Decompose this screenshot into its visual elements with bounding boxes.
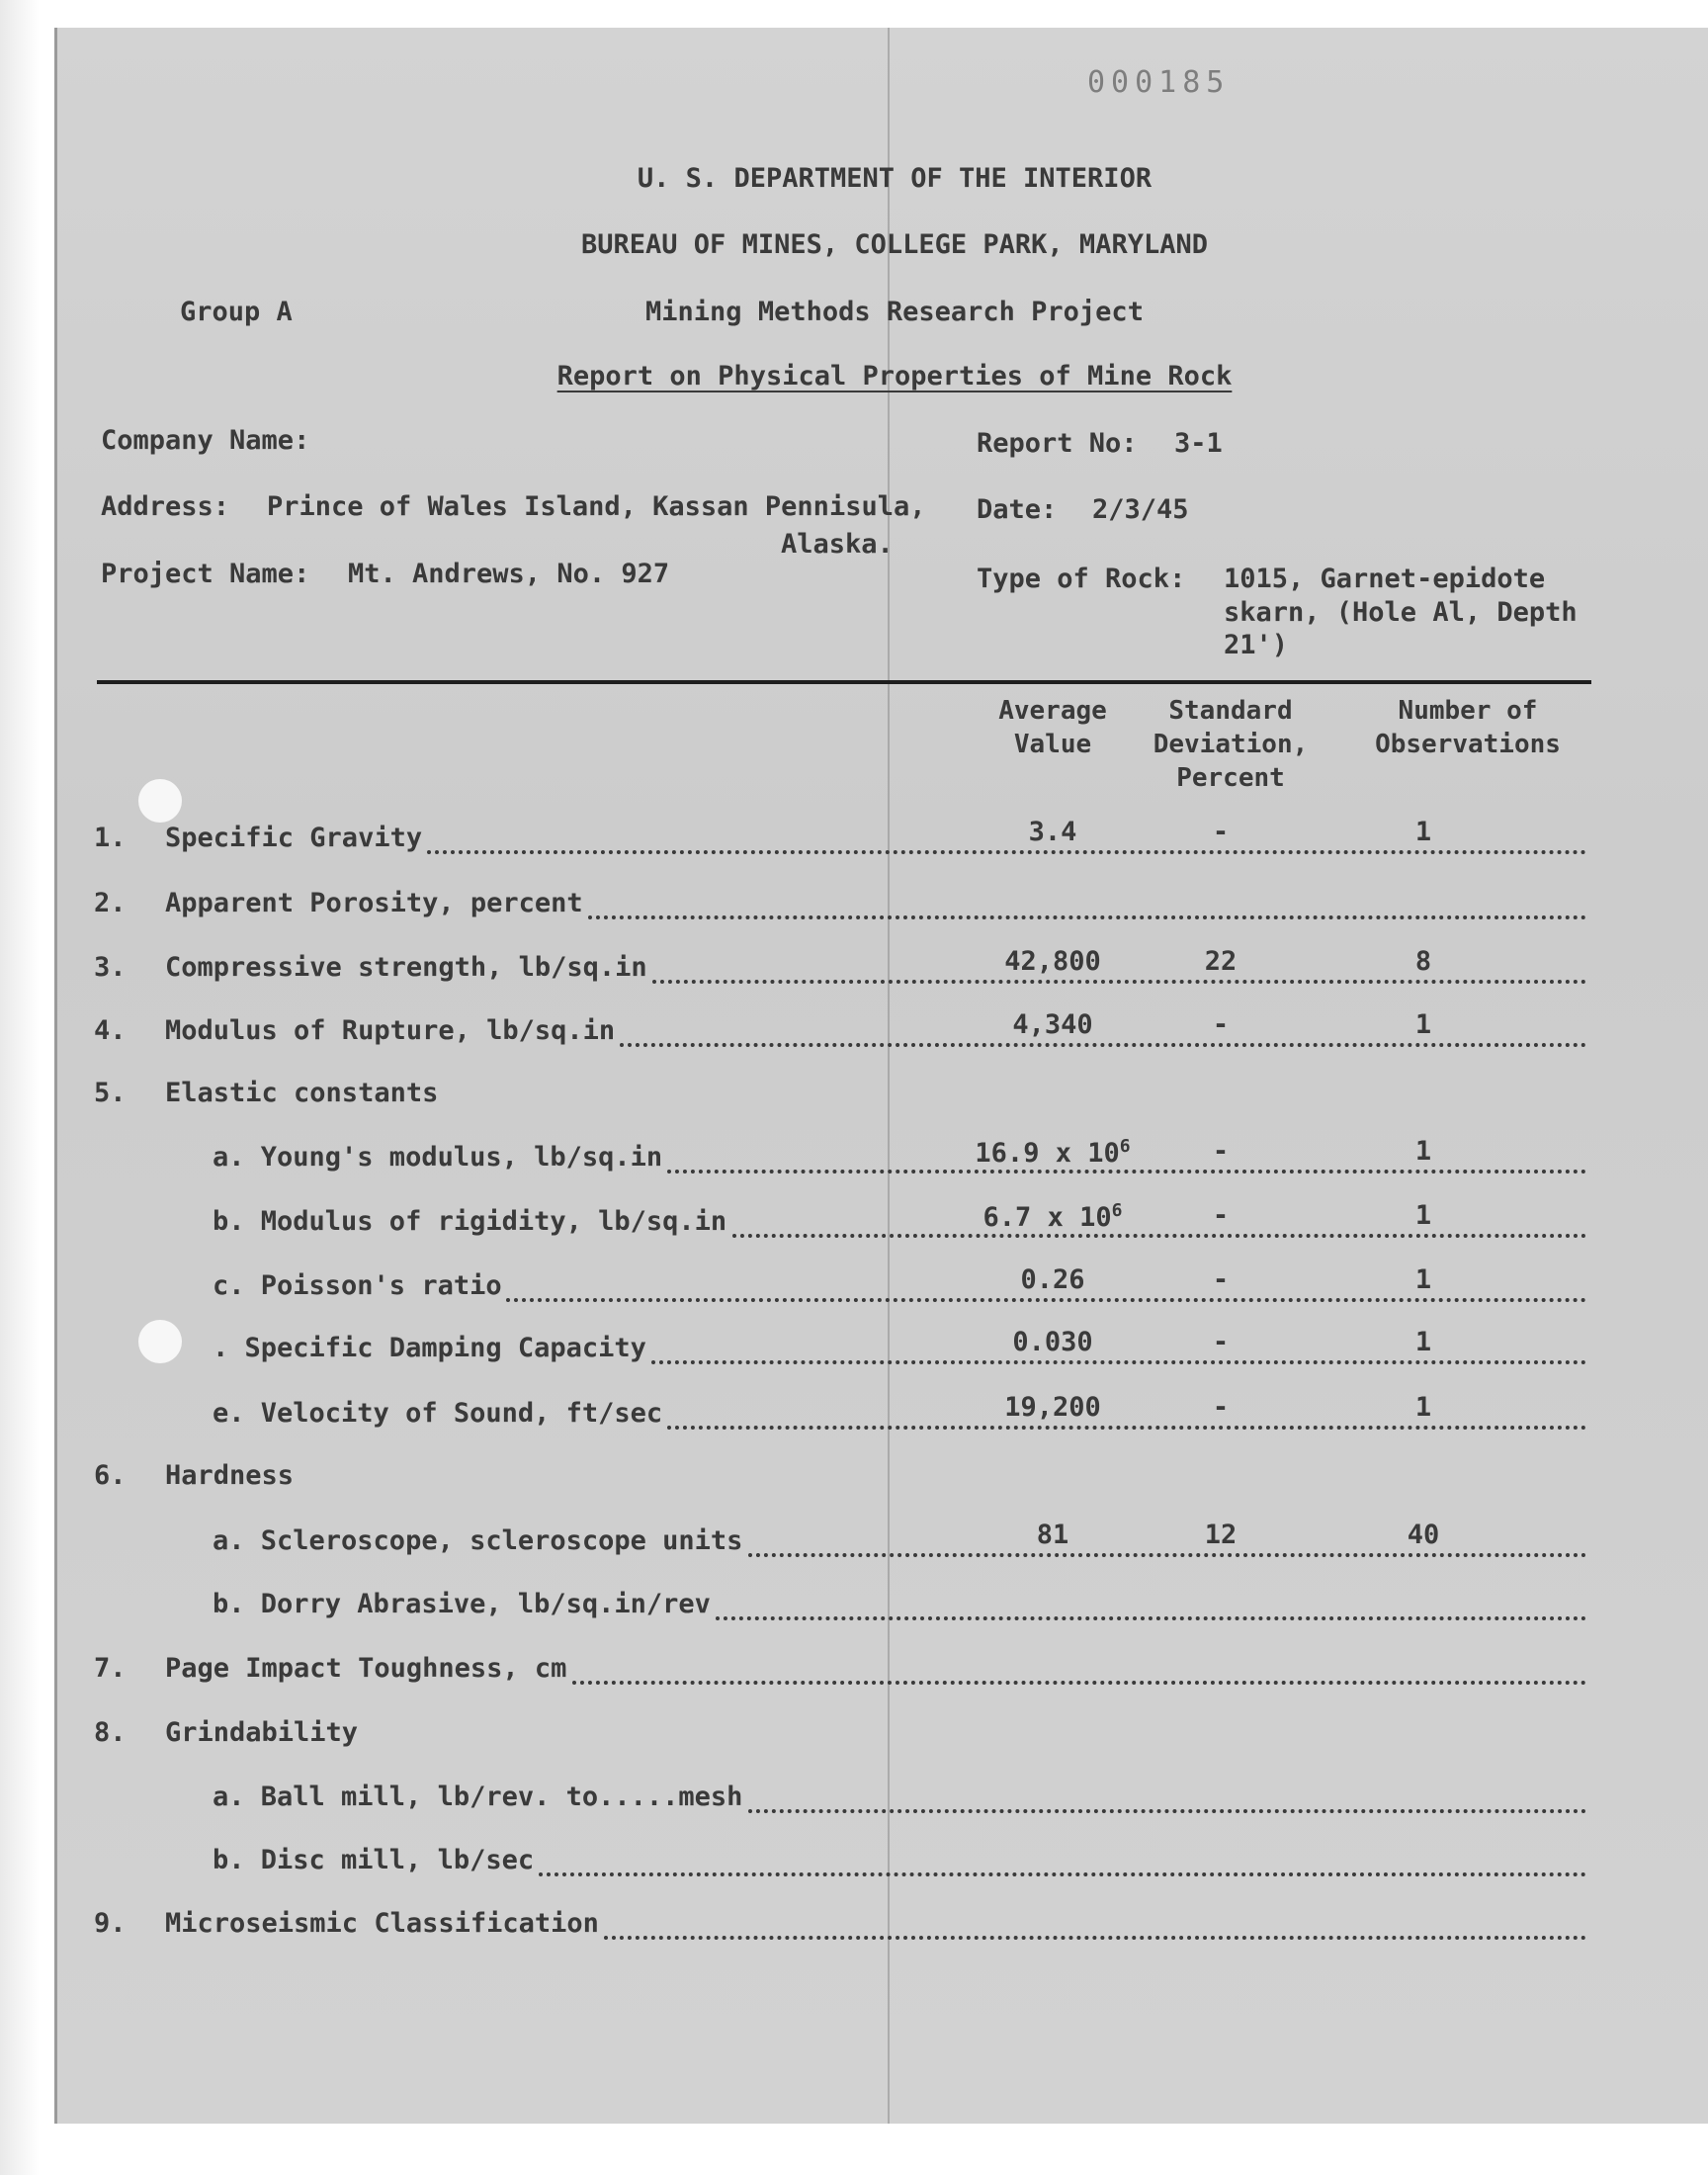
exponent: 6	[1111, 1200, 1123, 1221]
row-label: Grindability	[165, 1717, 359, 1748]
rock-type-line1: 1015, Garnet-epidote	[1224, 564, 1546, 594]
standard-deviation-value: -	[1212, 817, 1230, 847]
dot-leader	[539, 1853, 1586, 1876]
standard-deviation-value: -	[1212, 1392, 1230, 1423]
col-number-observations: Number of Observations	[1375, 696, 1561, 759]
row-label: . Specific Damping Capacity	[213, 1333, 646, 1363]
observations-value: 1	[1414, 1200, 1432, 1231]
observations-value: 1	[1414, 1136, 1432, 1167]
punch-hole-top	[138, 779, 182, 823]
row-label: c. Poisson's ratio	[213, 1270, 502, 1301]
standard-deviation-value: -	[1212, 1136, 1230, 1167]
average-value-text: 3.4	[1028, 817, 1077, 847]
table-row	[94, 1845, 1586, 1884]
row-number: 2.	[94, 888, 127, 918]
group-label: Group A	[180, 297, 293, 327]
average-value-text: 16.9 x 10	[975, 1138, 1120, 1169]
col-standard-deviation: Standard Deviation, Percent	[1153, 696, 1309, 793]
average-value	[974, 817, 1132, 847]
standard-deviation-value: 22	[1204, 946, 1238, 977]
average-value	[974, 1392, 1132, 1423]
table-row	[94, 817, 1586, 862]
average-value-text: 0.26	[1020, 1264, 1085, 1295]
row-number: 6.	[94, 1460, 127, 1491]
rock-type-line2: skarn, (Hole Al, Depth	[1224, 597, 1578, 628]
observations-value: 8	[1414, 946, 1432, 977]
row-label: e. Velocity of Sound, ft/sec	[213, 1398, 663, 1429]
row-label: Apparent Porosity, percent	[165, 888, 583, 918]
row-number: 9.	[94, 1908, 127, 1939]
observations-value: 1	[1414, 1264, 1432, 1295]
average-value	[974, 1327, 1132, 1357]
average-value	[974, 1264, 1132, 1295]
rock-type-label: Type of Rock:	[977, 564, 1186, 594]
row-number: 5.	[94, 1078, 127, 1108]
row-number: 1.	[94, 823, 127, 853]
col-average-value: Average Value	[998, 696, 1107, 759]
table-row	[94, 1078, 1586, 1117]
report-no-value: 3-1	[1174, 428, 1223, 459]
company-label: Company Name:	[101, 425, 310, 456]
dot-leader	[604, 1916, 1586, 1940]
project-heading: Mining Methods Research Project	[645, 297, 1144, 327]
table-row	[94, 946, 1586, 992]
bureau-heading: BUREAU OF MINES, COLLEGE PARK, MARYLAND	[581, 229, 1208, 260]
average-value-text: 81	[1036, 1520, 1069, 1550]
dot-leader	[748, 1789, 1586, 1813]
average-value	[974, 1009, 1132, 1040]
table-row	[94, 1460, 1586, 1500]
average-value-text: 19,200	[1004, 1392, 1101, 1423]
date-label: Date:	[977, 494, 1058, 525]
average-value	[974, 1200, 1132, 1233]
row-label: a. Scleroscope, scleroscope units	[213, 1525, 743, 1556]
table-row	[94, 1009, 1586, 1055]
table-row	[94, 1717, 1586, 1757]
average-value-text: 6.7 x 10	[982, 1202, 1112, 1233]
dot-leader	[588, 896, 1586, 919]
table-row	[94, 1264, 1586, 1310]
table-row	[94, 1136, 1586, 1181]
table-row	[94, 1327, 1586, 1372]
exponent: 6	[1119, 1136, 1131, 1157]
table-row	[94, 1782, 1586, 1821]
standard-deviation-value: -	[1212, 1264, 1230, 1295]
address-label: Address:	[101, 491, 230, 522]
dot-leader	[572, 1661, 1587, 1685]
table-row	[94, 1653, 1586, 1693]
row-label: Specific Gravity	[165, 823, 423, 853]
row-label: Compressive strength, lb/sq.in	[165, 952, 647, 983]
table-row	[94, 1200, 1586, 1246]
department-heading: U. S. DEPARTMENT OF THE INTERIOR	[637, 163, 1153, 194]
report-title: Report on Physical Properties of Mine Rock	[556, 361, 1233, 392]
row-number: 3.	[94, 952, 127, 983]
table-row	[94, 1392, 1586, 1437]
average-value-text: 42,800	[1004, 946, 1101, 977]
standard-deviation-value: -	[1212, 1009, 1230, 1040]
row-label: Microseismic Classification	[165, 1908, 599, 1939]
row-label: b. Dorry Abrasive, lb/sq.in/rev	[213, 1589, 711, 1619]
row-number: 4.	[94, 1015, 127, 1046]
dot-leader	[716, 1597, 1586, 1620]
row-number: 8.	[94, 1717, 127, 1748]
row-label: Hardness	[165, 1460, 295, 1491]
observations-value: 1	[1414, 1392, 1432, 1423]
report-no-label: Report No:	[977, 428, 1138, 459]
address-value-line1: Prince of Wales Island, Kassan Pennisula,	[267, 491, 926, 522]
address-value-line2: Alaska.	[781, 529, 894, 560]
observations-value: 40	[1407, 1520, 1440, 1550]
table-row	[94, 1589, 1586, 1628]
average-value-text: 4,340	[1012, 1009, 1093, 1040]
row-label: Elastic constants	[165, 1078, 439, 1108]
average-value	[974, 946, 1132, 977]
average-value	[974, 1136, 1132, 1169]
average-value	[974, 1520, 1132, 1550]
table-row	[94, 1520, 1586, 1565]
date-value: 2/3/45	[1092, 494, 1189, 525]
table-row	[94, 1908, 1586, 1948]
standard-deviation-value: -	[1212, 1200, 1230, 1231]
standard-deviation-value: 12	[1204, 1520, 1238, 1550]
project-name-label: Project Name:	[101, 559, 310, 589]
rock-type-line3: 21')	[1224, 630, 1289, 660]
row-label: Page Impact Toughness, cm	[165, 1653, 567, 1684]
observations-value: 1	[1414, 1327, 1432, 1357]
row-number: 7.	[94, 1653, 127, 1684]
standard-deviation-value: -	[1212, 1327, 1230, 1357]
row-label: b. Disc mill, lb/sec	[213, 1845, 535, 1875]
stamp-number: 000185	[1087, 65, 1231, 100]
header-divider	[97, 680, 1591, 684]
average-value-text: 0.030	[1012, 1327, 1093, 1357]
table-row	[94, 888, 1586, 927]
row-label: a. Ball mill, lb/rev. to.....mesh	[213, 1782, 743, 1812]
row-label: a. Young's modulus, lb/sq.in	[213, 1142, 663, 1173]
project-name-value: Mt. Andrews, No. 927	[348, 559, 670, 589]
row-label: b. Modulus of rigidity, lb/sq.in	[213, 1206, 727, 1237]
observations-value: 1	[1414, 1009, 1432, 1040]
row-label: Modulus of Rupture, lb/sq.in	[165, 1015, 616, 1046]
observations-value: 1	[1414, 817, 1432, 847]
